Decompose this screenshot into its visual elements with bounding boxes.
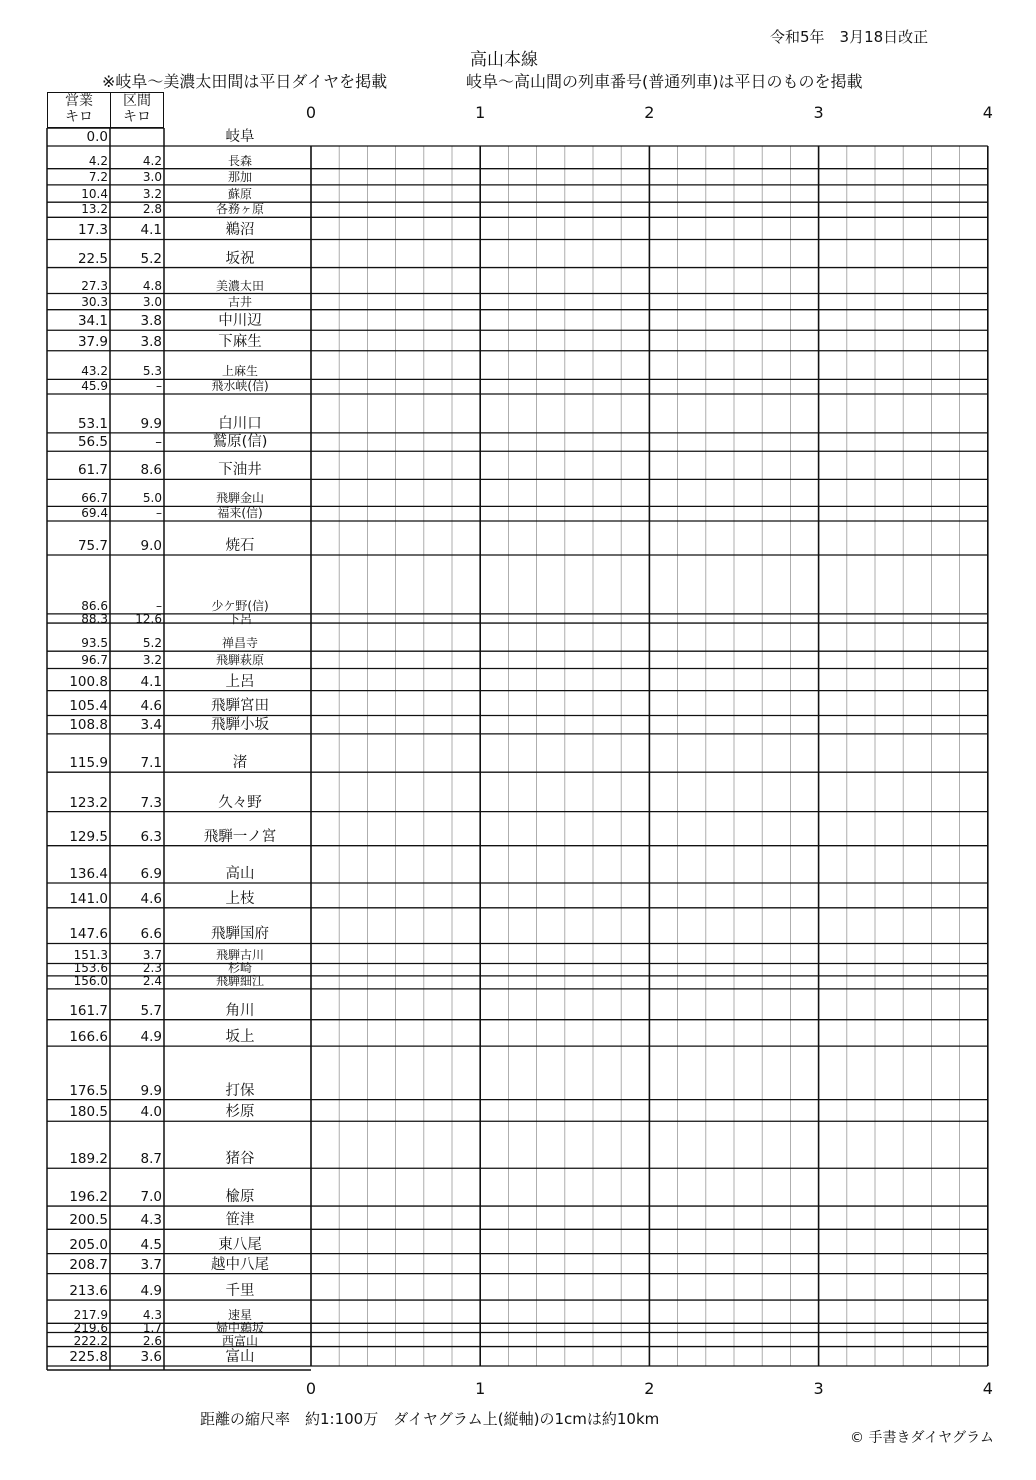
station-name: 中川辺 xyxy=(218,313,262,330)
station-interval-km: – xyxy=(156,505,162,520)
station-km: 45.9 xyxy=(81,378,108,393)
station-km: 129.5 xyxy=(69,828,108,845)
station-km: 200.5 xyxy=(69,1212,108,1229)
station-km: 161.7 xyxy=(69,1002,108,1019)
station-name: 猪谷 xyxy=(225,1151,255,1168)
station-name: 岐阜 xyxy=(225,129,255,145)
station-interval-km: 4.6 xyxy=(140,698,162,715)
station-km: 61.7 xyxy=(77,462,108,479)
station-interval-km: 6.9 xyxy=(140,865,162,882)
note-right: 岐阜～高山間の列車番号(普通列車)は平日のものを掲載 xyxy=(466,72,863,91)
station-interval-km: 4.8 xyxy=(142,278,162,293)
station-km: 37.9 xyxy=(77,333,108,350)
station-interval-km: 3.7 xyxy=(142,948,162,963)
station-km: 217.9 xyxy=(73,1308,108,1323)
station-name: 福来(信) xyxy=(217,505,263,520)
station-km: 86.6 xyxy=(81,598,108,613)
station-interval-km: 4.0 xyxy=(140,1104,162,1121)
station-km: 208.7 xyxy=(69,1256,108,1273)
station-km: 176.5 xyxy=(69,1082,108,1099)
station-interval-km: 3.2 xyxy=(142,653,162,668)
header-interval-km-label: 区間 キロ xyxy=(123,93,151,125)
station-interval-km: 4.1 xyxy=(140,673,162,690)
hour-label-bottom: 4 xyxy=(982,1379,993,1398)
station-interval-km: 6.3 xyxy=(140,828,162,845)
station-km: 136.4 xyxy=(69,865,108,882)
station-interval-km: 2.4 xyxy=(142,974,162,989)
page-title: 高山本線 xyxy=(470,50,538,70)
station-interval-km: 5.0 xyxy=(142,491,162,506)
station-name: 上麻生 xyxy=(221,364,258,379)
station-interval-km: 2.8 xyxy=(142,202,162,217)
station-interval-km: 3.6 xyxy=(140,1349,162,1365)
station-name: 飛騨国府 xyxy=(211,926,269,943)
station-km: 13.2 xyxy=(81,202,108,217)
station-km: 196.2 xyxy=(69,1189,108,1206)
station-interval-km: 3.7 xyxy=(140,1256,162,1273)
station-km: 141.0 xyxy=(69,890,108,907)
station-km: 123.2 xyxy=(69,794,108,811)
station-interval-km: 9.9 xyxy=(140,415,162,432)
hour-label-bottom: 1 xyxy=(475,1379,486,1398)
station-interval-km: 4.9 xyxy=(140,1283,162,1300)
station-interval-km: 3.2 xyxy=(142,187,162,202)
station-name: 飛騨金山 xyxy=(215,491,264,506)
station-name: 婦中鵜坂 xyxy=(215,1321,264,1336)
station-km: 34.1 xyxy=(77,313,108,330)
hour-label-bottom: 2 xyxy=(644,1379,655,1398)
station-km: 27.3 xyxy=(81,278,108,293)
station-name: 上呂 xyxy=(225,673,255,690)
station-km: 205.0 xyxy=(69,1236,108,1253)
station-name: 古井 xyxy=(227,294,252,309)
station-interval-km: 3.0 xyxy=(142,169,162,184)
station-name: 越中八尾 xyxy=(211,1256,269,1273)
note-left: ※岐阜～美濃太田間は平日ダイヤを掲載 xyxy=(102,72,388,91)
station-interval-km: 5.2 xyxy=(140,250,162,267)
station-interval-km: 5.3 xyxy=(142,364,162,379)
station-km: 0.0 xyxy=(86,129,108,145)
station-name: 各務ヶ原 xyxy=(215,202,264,217)
station-name: 坂祝 xyxy=(225,250,255,267)
station-interval-km: 7.0 xyxy=(140,1189,162,1206)
station-name: 鵜沼 xyxy=(225,222,255,239)
station-km: 10.4 xyxy=(81,187,108,202)
station-km: 30.3 xyxy=(81,294,108,309)
station-km: 225.8 xyxy=(69,1349,108,1365)
station-km: 75.7 xyxy=(77,538,108,554)
hour-label-top: 3 xyxy=(813,103,824,122)
station-interval-km: 4.6 xyxy=(140,890,162,907)
hour-label-top: 2 xyxy=(644,103,655,122)
station-km: 100.8 xyxy=(69,673,108,690)
station-km: 53.1 xyxy=(77,415,108,432)
station-name: 上枝 xyxy=(225,890,255,907)
station-km: 153.6 xyxy=(73,961,108,976)
station-km: 166.6 xyxy=(69,1029,108,1046)
hour-label-top: 4 xyxy=(982,103,993,122)
station-name: 飛騨小坂 xyxy=(211,716,269,733)
scale-note: 距離の縮尺率 約1:100万 ダイヤグラム上(縦軸)の1cmは約10km xyxy=(200,1410,660,1428)
station-interval-km: 5.7 xyxy=(140,1002,162,1019)
station-interval-km: 3.0 xyxy=(142,294,162,309)
hour-label-bottom: 3 xyxy=(813,1379,824,1398)
station-name: 高山 xyxy=(225,865,255,882)
station-name: 少ケ野(信) xyxy=(211,598,269,613)
station-interval-km: 4.2 xyxy=(142,153,162,168)
station-km: 7.2 xyxy=(88,169,108,184)
station-name: 杉原 xyxy=(225,1104,255,1121)
station-km: 66.7 xyxy=(81,491,108,506)
station-name: 飛騨一ノ宮 xyxy=(203,828,277,845)
station-km: 189.2 xyxy=(69,1151,108,1168)
station-interval-km: 2.3 xyxy=(142,961,162,976)
station-interval-km: 6.6 xyxy=(140,926,162,943)
station-interval-km: – xyxy=(156,378,162,393)
station-interval-km: – xyxy=(155,434,162,451)
station-km: 115.9 xyxy=(69,755,108,772)
station-name: 楡原 xyxy=(225,1189,255,1206)
station-name: 飛騨古川 xyxy=(215,948,264,963)
station-interval-km: 4.9 xyxy=(140,1029,162,1046)
hour-label-top: 1 xyxy=(475,103,486,122)
station-name: 下油井 xyxy=(218,462,262,479)
station-km: 156.0 xyxy=(73,974,108,989)
station-name: 打保 xyxy=(225,1082,255,1099)
hour-label-bottom: 0 xyxy=(305,1379,317,1398)
station-name: 笹津 xyxy=(225,1212,255,1229)
station-name: 千里 xyxy=(225,1283,255,1300)
station-interval-km: – xyxy=(156,598,162,613)
station-interval-km: 3.8 xyxy=(140,333,162,350)
station-name: 坂上 xyxy=(225,1029,255,1046)
hour-label-top: 0 xyxy=(305,103,317,122)
station-interval-km xyxy=(112,129,162,145)
station-name: 東八尾 xyxy=(218,1236,262,1253)
header-operating-km-label: 営業 キロ xyxy=(65,93,93,125)
station-km: 43.2 xyxy=(81,364,108,379)
station-km: 147.6 xyxy=(69,926,108,943)
station-km: 88.3 xyxy=(81,611,108,626)
station-interval-km: 2.6 xyxy=(142,1334,162,1349)
station-name: 飛騨細江 xyxy=(215,974,264,989)
station-interval-km: 4.5 xyxy=(140,1236,162,1253)
station-km: 105.4 xyxy=(69,698,108,715)
station-name: 渚 xyxy=(232,755,248,772)
station-name: 西富山 xyxy=(221,1334,258,1349)
station-interval-km: 1.7 xyxy=(142,1321,162,1336)
copyright: © 手書きダイヤグラム xyxy=(850,1430,995,1446)
station-name: 飛水峡(信) xyxy=(211,378,269,393)
station-name: 美濃太田 xyxy=(215,278,264,293)
station-interval-km: 9.9 xyxy=(140,1082,162,1099)
station-km: 93.5 xyxy=(81,636,108,651)
station-interval-km: 4.1 xyxy=(140,222,162,239)
revision-date: 令和5年 3月18日改正 xyxy=(770,28,929,46)
station-km: 151.3 xyxy=(73,948,108,963)
station-interval-km: 9.0 xyxy=(140,538,162,554)
station-km: 213.6 xyxy=(69,1283,108,1300)
station-name: 下麻生 xyxy=(218,333,262,350)
station-km: 180.5 xyxy=(69,1104,108,1121)
station-name: 那加 xyxy=(227,169,252,184)
station-name: 角川 xyxy=(225,1002,255,1019)
station-name: 禅昌寺 xyxy=(221,636,258,651)
station-interval-km: 3.8 xyxy=(140,313,162,330)
station-name: 長森 xyxy=(227,153,252,168)
station-km: 56.5 xyxy=(77,434,108,451)
station-interval-km: 5.2 xyxy=(142,636,162,651)
station-interval-km: 8.7 xyxy=(140,1151,162,1168)
station-km: 69.4 xyxy=(81,505,108,520)
station-name: 焼石 xyxy=(225,538,255,554)
station-interval-km: 4.3 xyxy=(142,1308,162,1323)
station-name: 蘇原 xyxy=(227,187,252,202)
station-interval-km: 3.4 xyxy=(140,716,162,733)
station-name: 杉崎 xyxy=(227,961,252,976)
station-interval-km: 12.6 xyxy=(135,611,162,626)
station-name: 富山 xyxy=(225,1349,255,1365)
station-name: 白川口 xyxy=(218,415,262,432)
station-km: 96.7 xyxy=(81,653,108,668)
station-km: 4.2 xyxy=(88,153,108,168)
station-km: 219.6 xyxy=(73,1321,108,1336)
station-name: 速星 xyxy=(227,1308,252,1323)
station-name: 鷲原(信) xyxy=(212,434,268,451)
station-name: 久々野 xyxy=(218,794,262,811)
station-interval-km: 8.6 xyxy=(140,462,162,479)
station-interval-km: 7.3 xyxy=(140,794,162,811)
station-km: 22.5 xyxy=(77,250,108,267)
station-interval-km: 4.3 xyxy=(140,1212,162,1229)
station-name: 飛騨萩原 xyxy=(215,653,264,668)
station-interval-km: 7.1 xyxy=(140,755,162,772)
station-name: 下呂 xyxy=(227,611,252,626)
station-km: 222.2 xyxy=(73,1334,108,1349)
station-km: 108.8 xyxy=(69,716,108,733)
station-name: 飛騨宮田 xyxy=(211,698,269,715)
station-km: 17.3 xyxy=(77,222,108,239)
